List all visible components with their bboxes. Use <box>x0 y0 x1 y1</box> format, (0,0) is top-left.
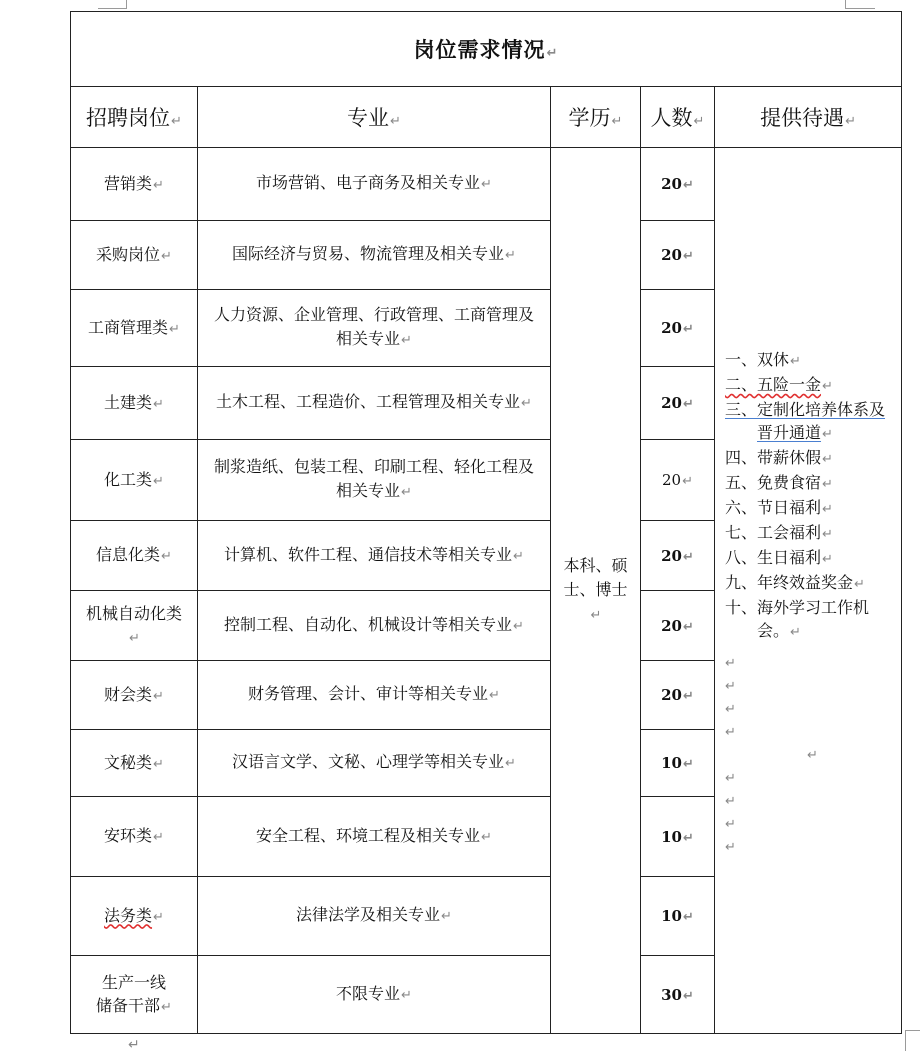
count-cell: 10↵ <box>641 730 715 797</box>
position-cell: 安环类↵ <box>71 797 198 877</box>
count-cell: 20↵ <box>641 521 715 591</box>
position-cell: 采购岗位↵ <box>71 221 198 290</box>
major-cell: 人力资源、企业管理、行政管理、工商管理及相关专业↵ <box>198 290 551 367</box>
count-cell: 30↵ <box>641 956 715 1034</box>
benefit-item: 十、海外学习工作机会。↵ <box>725 598 870 640</box>
position-cell: 生产一线储备干部↵ <box>71 956 198 1034</box>
position-cell: 财会类↵ <box>71 661 198 730</box>
major-cell: 制浆造纸、包装工程、印刷工程、轻化工程及相关专业↵ <box>198 440 551 521</box>
table-title: 岗位需求情况↵ <box>71 12 902 87</box>
count-cell: 20↵ <box>641 148 715 221</box>
benefit-item: 九、年终效益奖金↵ <box>725 573 865 592</box>
position-cell: 土建类↵ <box>71 367 198 440</box>
major-cell: 市场营销、电子商务及相关专业↵ <box>198 148 551 221</box>
empty-paragraph-marks: ↵ ↵ ↵ ↵ ↵ ↵ ↵ ↵ ↵ <box>725 656 818 855</box>
major-cell: 土木工程、工程造价、工程管理及相关专业↵ <box>198 367 551 440</box>
benefit-item: 五、免费食宿↵ <box>725 473 833 492</box>
major-cell: 控制工程、自动化、机械设计等相关专业↵ <box>198 591 551 661</box>
count-cell: 20↵ <box>641 591 715 661</box>
position-cell: 化工类↵ <box>71 440 198 521</box>
job-demand-table <box>70 11 902 1034</box>
benefit-item: 一、双休↵ <box>725 350 801 369</box>
major-cell: 安全工程、环境工程及相关专业↵ <box>198 797 551 877</box>
major-cell: 法律法学及相关专业↵ <box>198 877 551 956</box>
count-cell: 20↵ <box>641 221 715 290</box>
major-cell: 不限专业↵ <box>198 956 551 1034</box>
count-cell: 20↵ <box>641 661 715 730</box>
crop-mark <box>905 1030 906 1051</box>
position-cell: 机械自动化类↵ <box>71 591 198 661</box>
count-cell: 10↵ <box>641 797 715 877</box>
benefit-item: 七、工会福利↵ <box>725 523 833 542</box>
benefits-cell <box>715 148 902 1034</box>
count-cell: 20↵ <box>641 440 715 521</box>
crop-mark <box>905 1030 920 1031</box>
benefits-list <box>725 348 895 644</box>
header-benefits: 提供待遇↵ <box>715 87 902 148</box>
major-cell: 国际经济与贸易、物流管理及相关专业↵ <box>198 221 551 290</box>
education-cell: 本科、硕士、博士↵ <box>551 148 641 1034</box>
major-cell: 计算机、软件工程、通信技术等相关专业↵ <box>198 521 551 591</box>
position-cell: 工商管理类↵ <box>71 290 198 367</box>
major-cell: 汉语言文学、文秘、心理学等相关专业↵ <box>198 730 551 797</box>
position-cell: 营销类↵ <box>71 148 198 221</box>
count-cell: 10↵ <box>641 877 715 956</box>
benefit-item: 二、五险一金↵ <box>725 375 833 394</box>
crop-mark <box>845 8 875 9</box>
header-major: 专业↵ <box>198 87 551 148</box>
header-row <box>71 87 902 148</box>
position-cell: 信息化类↵ <box>71 521 198 591</box>
benefit-item: 六、节日福利↵ <box>725 498 833 517</box>
position-cell: 法务类↵ <box>71 877 198 956</box>
benefit-item: 三、定制化培养体系及晋升通道↵ <box>725 400 886 442</box>
header-count: 人数↵ <box>641 87 715 148</box>
table-row <box>71 148 902 221</box>
major-cell: 财务管理、会计、审计等相关专业↵ <box>198 661 551 730</box>
end-paragraph-mark: ↵ <box>128 1037 140 1053</box>
benefit-item: 四、带薪休假↵ <box>725 448 833 467</box>
crop-mark <box>98 8 127 9</box>
header-education: 学历↵ <box>551 87 641 148</box>
benefit-item: 八、生日福利↵ <box>725 548 833 567</box>
position-cell: 文秘类↵ <box>71 730 198 797</box>
header-position: 招聘岗位↵ <box>71 87 198 148</box>
count-cell: 20↵ <box>641 367 715 440</box>
count-cell: 20↵ <box>641 290 715 367</box>
